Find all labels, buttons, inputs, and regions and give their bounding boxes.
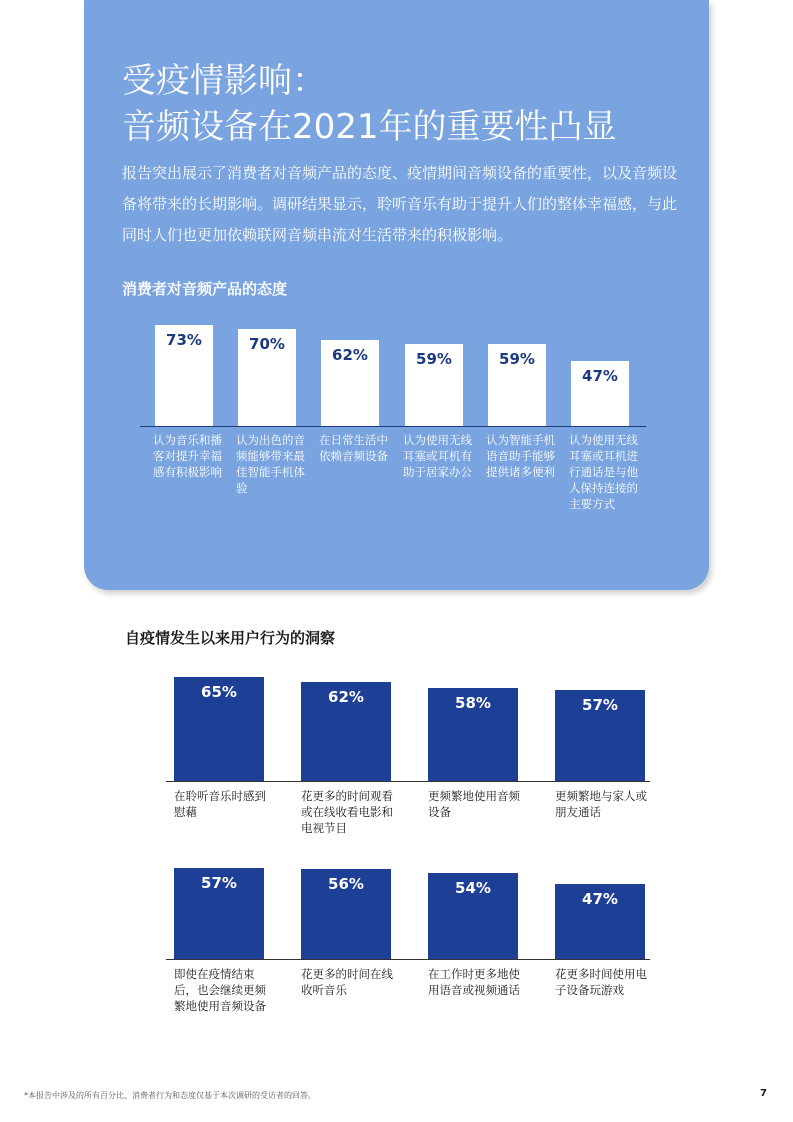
- chart1-bar-value: 62%: [332, 346, 368, 364]
- chart2-bar-value: 47%: [582, 890, 618, 908]
- chart2-category-label: 花更多的时间在线收听音乐: [301, 967, 393, 997]
- chart1-category-label: 认为出色的音频能够带来最佳智能手机体验: [236, 433, 305, 495]
- chart2-category-label: 在聆听音乐时感到慰藉: [174, 789, 266, 819]
- chart2-bar: [555, 884, 645, 959]
- chart2-bar-value: 57%: [582, 696, 618, 714]
- chart2-bar-value: 56%: [328, 875, 364, 893]
- chart2-bar-value: 65%: [201, 683, 237, 701]
- chart1-bar-value: 70%: [249, 335, 285, 353]
- chart1-category-label: 认为使用无线耳塞或耳机进行通话是与他人保持连接的主要方式: [569, 433, 638, 511]
- chart2-category-label: 花更多的时间观看或在线收看电影和电视节目: [301, 789, 393, 835]
- chart2-bar: [555, 690, 645, 781]
- chart1-bar-value: 59%: [499, 350, 535, 368]
- chart2-bar-value: 54%: [455, 879, 491, 897]
- chart2-category-label: 在工作时更多地使用语音或视频通话: [428, 967, 520, 997]
- title-line-1: 受疫情影响：: [122, 61, 326, 101]
- page-number: 7: [760, 1088, 767, 1099]
- chart2-category-label: 更频繁地与家人或朋友通话: [555, 789, 647, 819]
- chart2-bar: [301, 869, 391, 959]
- chart2-bar: [174, 868, 264, 959]
- chart1-bar-value: 47%: [582, 367, 618, 385]
- chart1-bar: [488, 344, 546, 426]
- chart2-axis-line-row2: [166, 959, 650, 960]
- chart2-bar-value: 62%: [328, 688, 364, 706]
- chart1-bar: [238, 329, 296, 426]
- chart1-title: 消费者对音频产品的态度: [122, 280, 288, 298]
- chart2-bar: [301, 682, 391, 781]
- chart2-bar: [428, 873, 518, 959]
- intro-paragraph: 报告突出展示了消费者对音频产品的态度、疫情期间音频设备的重要性，以及音频设备将带来的长期影响。调研结果显示，聆听音乐有助于提升人们的整体幸福感，与此同时人们也更加依赖联网音频串流对生活带来的积极影响。: [122, 164, 678, 244]
- chart1-category-label: 在日常生活中依赖音频设备: [319, 433, 388, 463]
- page-title: [122, 58, 702, 150]
- chart2-bar-value: 57%: [201, 874, 237, 892]
- chart2-category-label: 花更多时间使用电子设备玩游戏: [555, 967, 647, 997]
- chart2-category-label: 更频繁地使用音频设备: [428, 789, 520, 819]
- chart1-bar-value: 73%: [166, 331, 202, 349]
- chart2-axis-line-row1: [166, 781, 650, 782]
- chart1-bar-value: 59%: [416, 350, 452, 368]
- footnote: *本报告中涉及的所有百分比、消费者行为和态度仅基于本次调研的受访者的回答。: [24, 1091, 316, 1100]
- chart1-bar: [405, 344, 463, 426]
- chart2-bar-value: 58%: [455, 694, 491, 712]
- chart1-category-label: 认为音乐和播客对提升幸福感有积极影响: [153, 433, 222, 479]
- title-line-2: 音频设备在2021年的重要性凸显: [122, 107, 617, 147]
- chart1-bar: [571, 361, 629, 426]
- chart1-axis-line: [140, 426, 646, 427]
- chart1-category-label: 认为使用无线耳塞或耳机有助于居家办公: [403, 433, 472, 479]
- chart1-bar: [321, 340, 379, 426]
- chart1-bar: [155, 325, 213, 426]
- chart2-bar: [174, 677, 264, 781]
- chart1-category-label: 认为智能手机语音助手能够提供诸多便利: [486, 433, 555, 479]
- chart2-category-label: 即使在疫情结束后，也会继续更频繁地使用音频设备: [174, 967, 266, 1013]
- chart2-bar: [428, 688, 518, 781]
- chart2-title: 自疫情发生以来用户行为的洞察: [125, 629, 336, 647]
